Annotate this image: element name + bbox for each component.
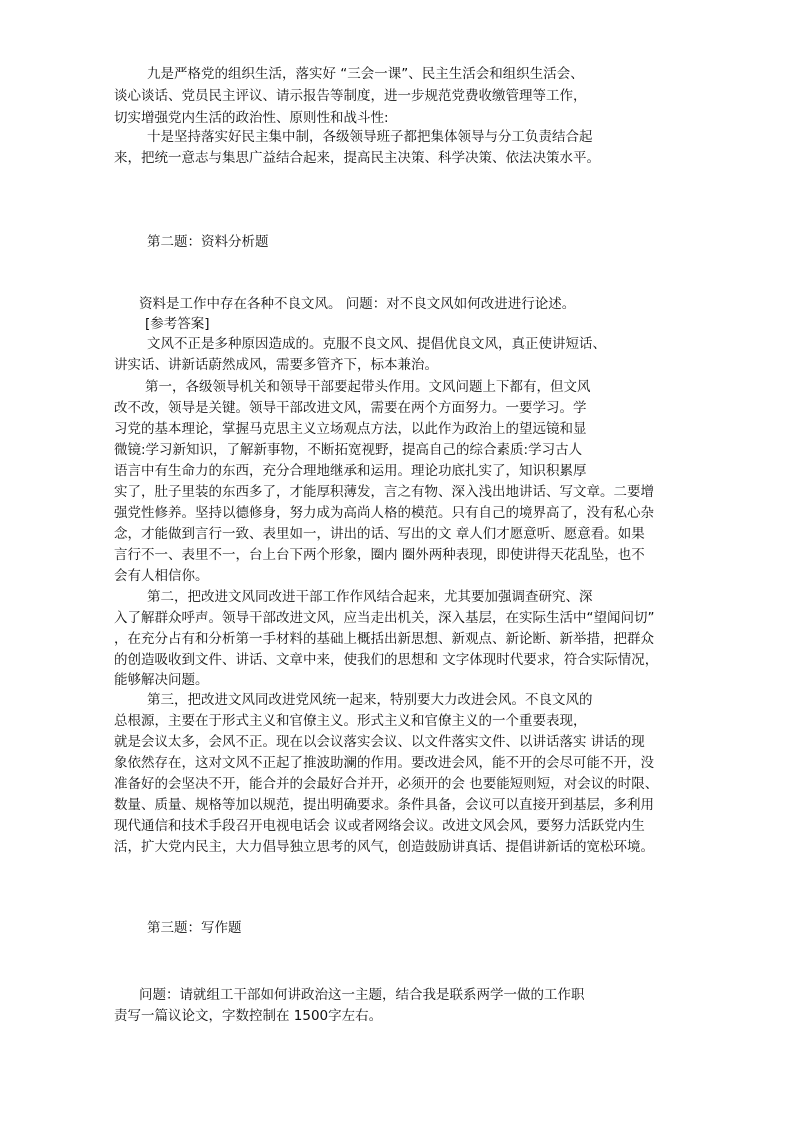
s3-line-1: 问题：请就组工干部如何讲政治这一主题，结合我是联系两学一做的工作职	[139, 987, 585, 1003]
s2-line-6: 微镜:学习新知识，了解新事物，不断拓宽视野，提高自己的综合素质:学习古人	[114, 442, 583, 458]
s2-line-14: 入了解群众呼声。领导干部改进文风，应当走出机关，深入基层，在实际生活中“望闻问切”	[114, 610, 655, 626]
s1-line-5: 来，把统一意志与集思广益结合起来，提高民主决策、科学决策、依法决策水平。	[114, 150, 600, 166]
s2-line-19: 总根源，主要在于形式主义和官僚主义。形式主义和官僚主义的一个重要表现，	[114, 713, 587, 729]
s3-line-2: 责写一篇议论文，字数控制在 1500字左右。	[114, 1008, 383, 1024]
s2-line-2: 讲实话、讲新话蔚然成风，需要多管齐下，标本兼治。	[114, 357, 438, 373]
s2-line-4: 改不改，领导是关键。领导干部改进文风，需要在两个方面努力。一要学习。学	[114, 400, 587, 416]
s2-line-7: 语言中有生命力的东西，充分合理地继承和运用。理论功底扎实了，知识积累厚	[114, 463, 587, 479]
s2-line-18: 第三，把改进文风同改进党风统一起来，特别要大力改进会风。不良文风的	[147, 692, 593, 708]
s2-line-20: 就是会议太多，会风不正。现在以会议落实会议、以文件落实文件、以讲话落实 讲话的现	[114, 734, 645, 750]
s2-line-12: 会有人相信你。	[114, 568, 209, 584]
s2-line-9: 强党性修养。坚持以德修身，努力成为高尚人格的模范。只有自己的境界高了，没有私心杂	[114, 505, 654, 521]
s2-line-11: 言行不一、表里不一，台上台下两个形象，圈内 圈外两种表现，即使讲得天花乱坠，也不	[114, 547, 645, 563]
answer-label: [参考答案]	[145, 316, 210, 332]
s2-line-17: 能够解决问题。	[114, 672, 209, 688]
s2-line-22: 准备好的会坚决不开，能合并的会最好合并开，必须开的会 也要能短则短，对会议的时限、	[114, 776, 659, 792]
s2-line-13: 第二，把改进文风同改进干部工作作风结合起来，尤其要加强调查研究、深	[147, 589, 593, 605]
s2-line-3: 第一，各级领导机关和领导干部要起带头作用。文风问题上下都有，但文风	[145, 379, 591, 395]
s2-line-25: 活，扩大党内民主，大力倡导独立思考的风气，创造鼓励讲真话、提倡讲新话的宽松环境。	[114, 839, 654, 855]
section-3-heading: 第三题：写作题	[147, 920, 242, 936]
s1-line-1: 九是严格党的组织生活，落实好 “三会一课”、民主生活会和组织生活会、	[147, 66, 584, 82]
s2-line-16: 的创造吸收到文件、讲话、文章中来，使我们的思想和 文字体现时代要求，符合实际情况，	[114, 652, 659, 668]
s1-line-4: 十是坚持落实好民主集中制，各级领导班子都把集体领导与分工负责结合起	[147, 129, 593, 145]
s1-line-3: 切实增强党内生活的政治性、原则性和战斗性:	[114, 110, 389, 126]
s2-line-1: 文风不正是多种原因造成的。克服不良文风、提倡优良文风，真正使讲短话、	[147, 336, 606, 352]
s2-line-24: 现代通信和技术手段召开电视电话会 议或者网络会议。改进文风会风，要努力活跃党内生	[114, 818, 645, 834]
s2-line-23: 数量、质量、规格等加以规范，提出明确要求。条件具备，会议可以直接开到基层，多利用	[114, 797, 654, 813]
section-2-heading: 第二题：资料分析题	[147, 234, 269, 250]
s2-line-8: 实了，肚子里装的东西多了，才能厚积薄发，言之有物、深入浅出地讲话、写文章。二要增	[114, 484, 654, 500]
s2-line-5: 习党的基本理论，掌握马克思主义立场观点方法，以此作为政治上的望远镜和显	[114, 421, 587, 437]
s2-line-10: 念，才能做到言行一致、表里如一，讲出的话、写出的文 章人们才愿意听、愿意看。如果	[114, 526, 645, 542]
s1-line-2: 谈心谈话、党员民主评议、请示报告等制度，进一步规范党费收缴管理等工作，	[114, 88, 587, 104]
s2-line-15: ，在充分占有和分析第一手材料的基础上概括出新思想、新观点、新论断、新举措，把群众	[114, 631, 654, 647]
section-2-question: 资料是工作中存在各种不良文风。 问题：对不良文风如何改进进行论述。	[139, 296, 576, 312]
s2-line-21: 象依然存在，这对文风不正起了推波助澜的作用。要改进会风，能不开的会尽可能不开，没	[114, 755, 654, 771]
